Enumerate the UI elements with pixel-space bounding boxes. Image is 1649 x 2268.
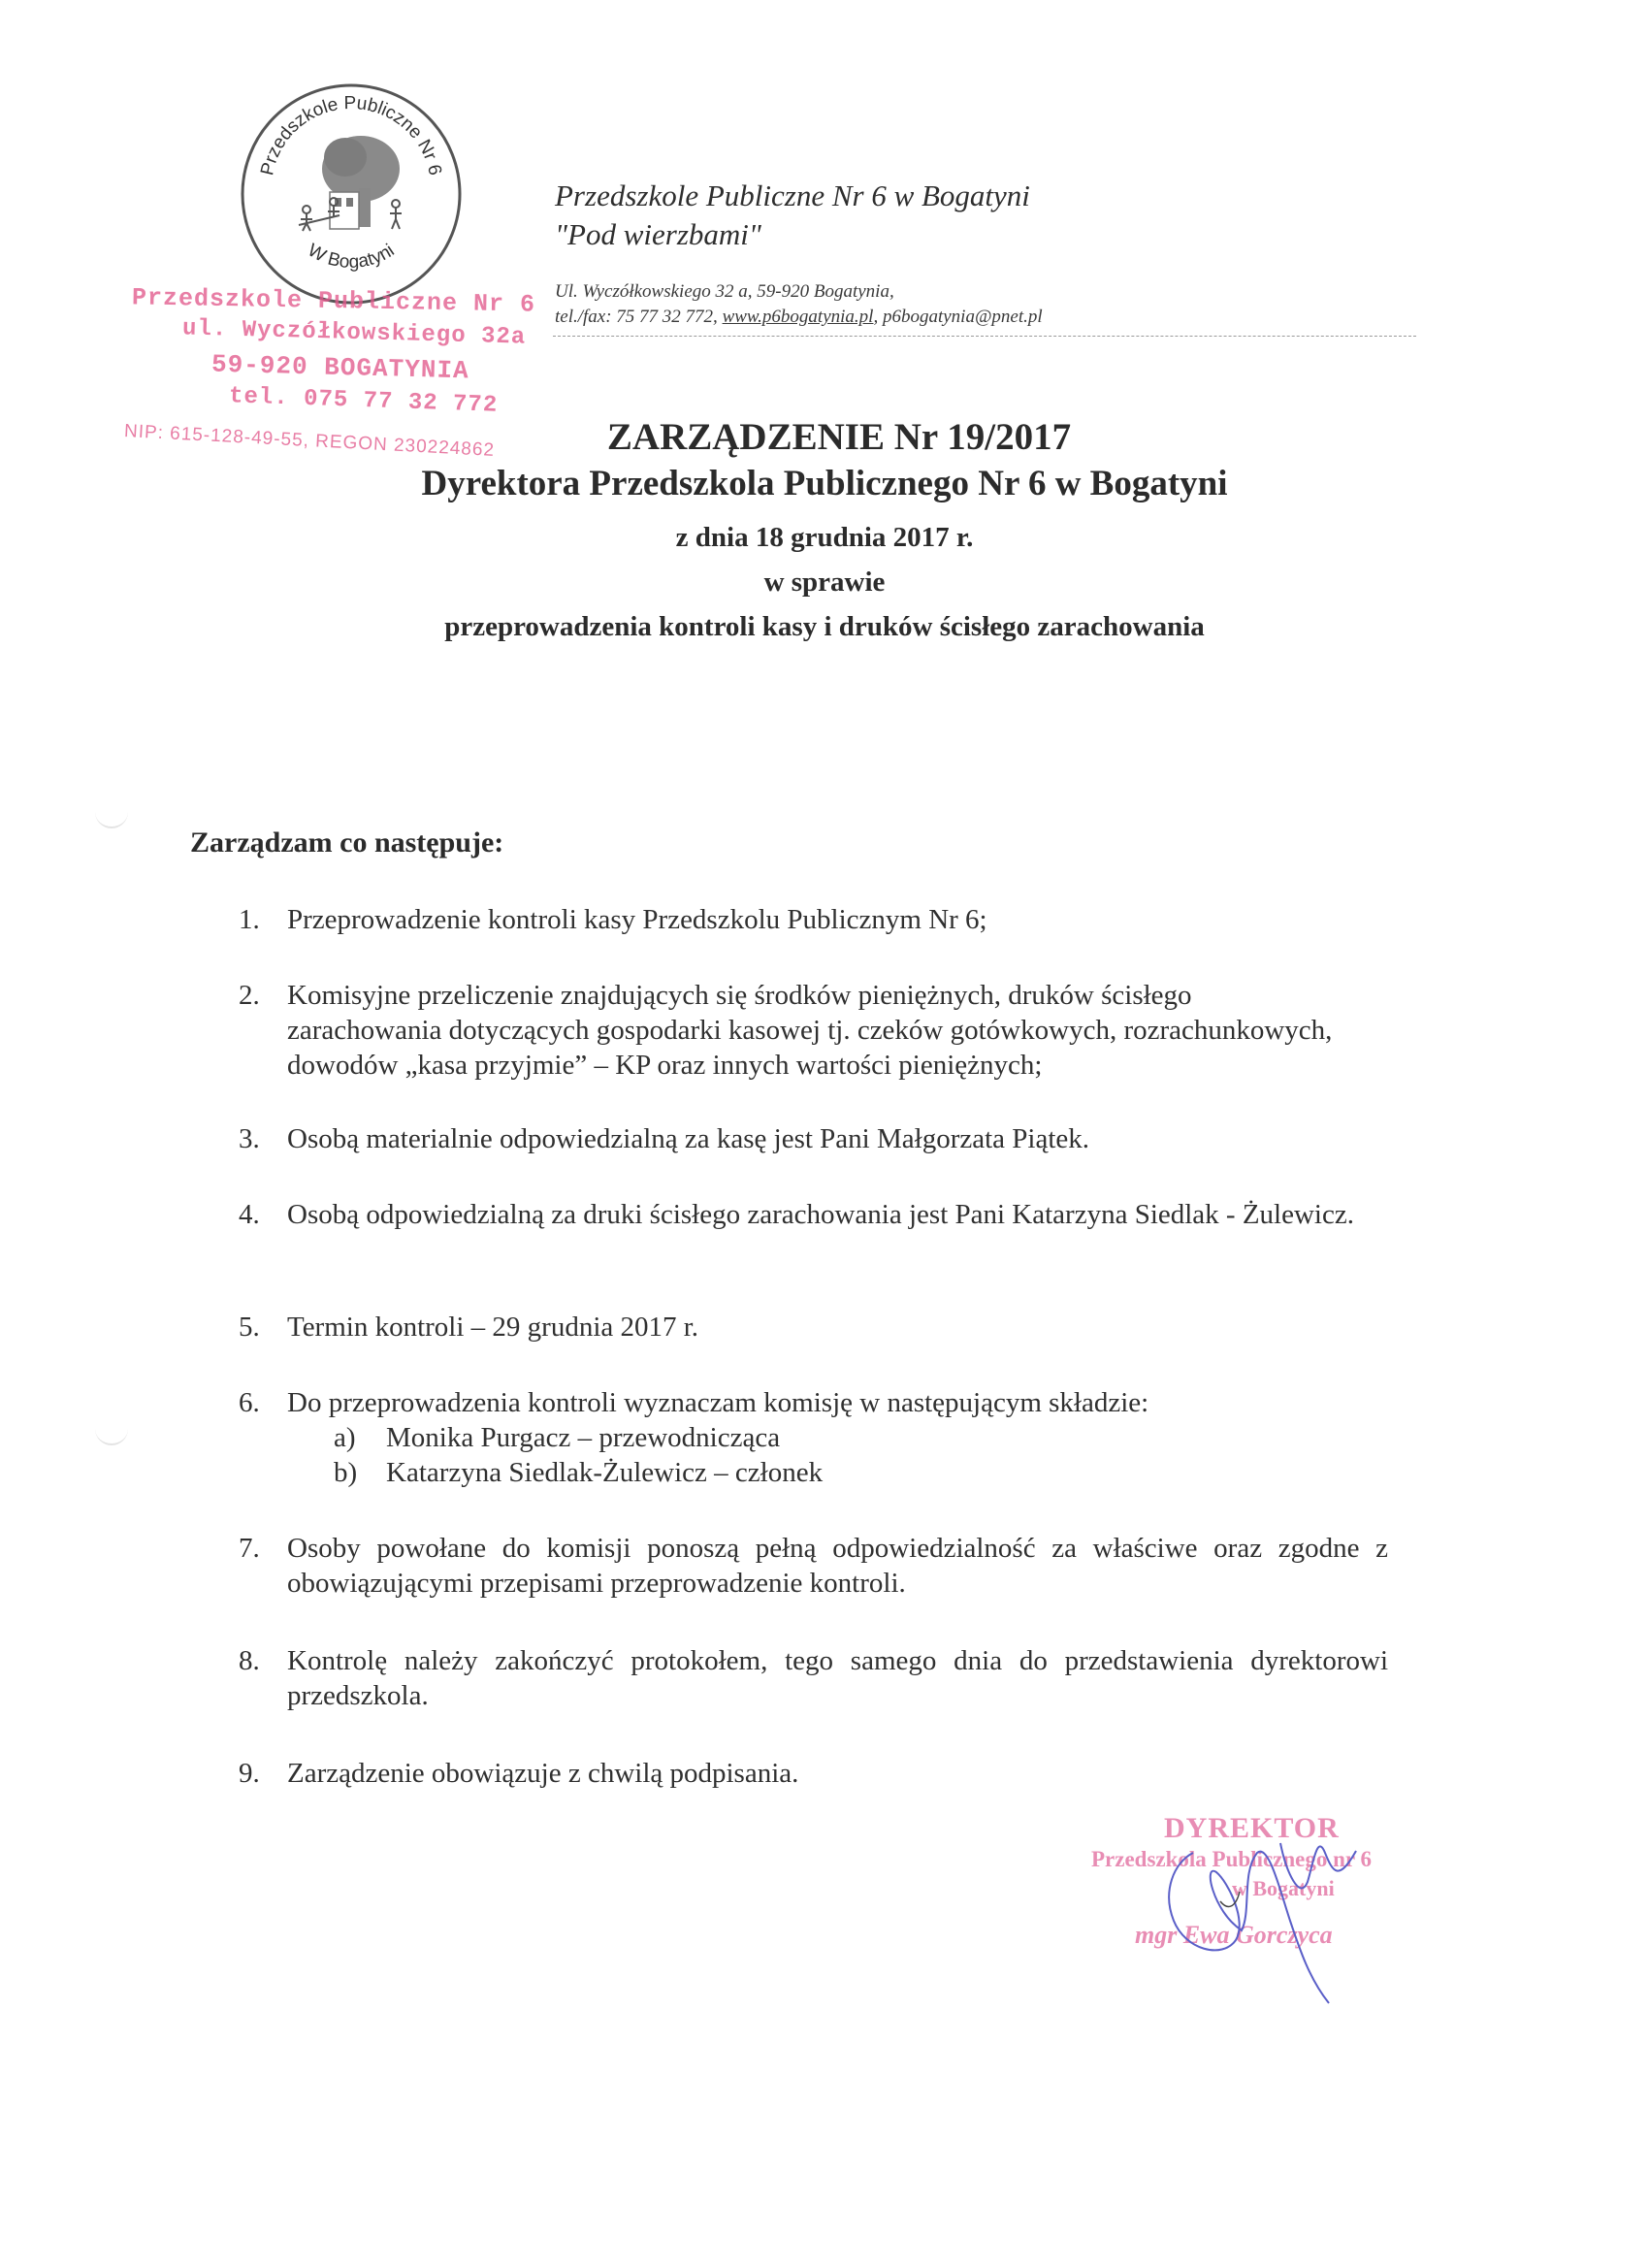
stamp-line: ul. Wyczółkowskiego 32a [181,315,527,351]
school-name-header [555,177,1030,254]
item-text: Przeprowadzenie kontroli kasy Przedszkolu Publicznym Nr 6; [287,904,987,935]
item-text: Do przeprowadzenia kontroli wyznaczam komisję w następującym składzie: [287,1387,1149,1418]
logo-top-text: Przedszkole Publiczne Nr 6 [257,92,445,178]
item-text: Osobą materialnie odpowiedzialną za kasę jest Pani Małgorzata Piątek. [287,1123,1090,1154]
signature-stroke [1220,1892,1240,1906]
phone-fax: tel./fax: 75 77 32 772, [555,307,723,327]
intro-heading: Zarządzam co następuje: [190,826,504,859]
stamp-line: NIP: 615-128-49-55, REGON 230224862 [123,421,496,462]
logo-bottom-text: W Bogatyni [304,240,399,273]
preschool-logo-stamp [237,80,466,308]
item-text: Osobą odpowiedzialną za druki ścisłego zarachowania jest Pani Katarzyna Siedlak - Żulewicz. [287,1199,1354,1230]
school-phone-line [555,305,1043,330]
item-number: 1. [239,904,260,935]
item-number: 5. [239,1312,260,1343]
email-address[interactable]: p6bogatynia@pnet.pl [882,307,1043,327]
ordinance-number: ZARZĄDZENIE Nr 19/2017 [606,416,1072,458]
separator: , [873,307,883,327]
sub-item-label: b) [334,1457,358,1488]
scan-mark [95,1424,128,1445]
item-text: Zarządzenie obowiązuje z chwilą podpisania. [287,1758,799,1789]
signature-stroke [1169,1852,1329,2003]
item-number: 9. [239,1758,260,1789]
item-number: 2. [239,980,260,1011]
issue-date: z dnia 18 grudnia 2017 r. [675,522,974,553]
item-text: Komisyjne przeliczenie znajdujących się środków pieniężnych, druków ścisłego zarachowania dotyczących gospodarki kasowej tj. czeków gotówkowych, rozrachunkowych, dowodów „kasa przyjmie” – KP oraz innych wartości pieniężnych; [287,980,1333,1081]
subject-label: w sprawie [763,567,886,598]
signature [1135,1814,1387,2008]
item-number: 6. [239,1387,260,1418]
item-number: 4. [239,1199,260,1230]
scan-mark [95,807,128,828]
school-nickname: "Pod wierzbami" [555,217,761,251]
signature-stroke [1280,1843,1356,1888]
school-address: Ul. Wyczółkowskiego 32 a, 59-920 Bogatynia, [555,281,894,302]
issuer: Dyrektora Przedszkola Publicznego Nr 6 w Bogatyni [421,464,1228,503]
director-institution: Przedszkola Publicznego nr 6 [1091,1847,1372,1871]
school-name: Przedszkole Publiczne Nr 6 w Bogatyni [555,178,1030,212]
director-title: DYREKTOR [1164,1812,1340,1844]
sub-item-text: Katarzyna Siedlak-Żulewicz – członek [386,1457,824,1488]
sub-item-text: Monika Purgacz – przewodnicząca [386,1422,781,1453]
item-number: 8. [239,1645,260,1676]
director-town: w Bogatyni [1232,1876,1335,1900]
item-text: Kontrolę należy zakończyć protokołem, tego samego dnia do przedstawienia dyrektorowi przedszkola. [287,1645,1388,1711]
subject: przeprowadzenia kontroli kasy i druków ścisłego zarachowania [444,611,1205,642]
header-divider [553,336,1416,337]
item-number: 3. [239,1123,260,1154]
item-text: Termin kontroli – 29 grudnia 2017 r. [287,1312,699,1343]
director-name: mgr Ewa Gorczyca [1135,1921,1333,1949]
item-number: 7. [239,1533,260,1564]
stamp-line: tel. 075 77 32 772 [228,383,499,419]
school-contact [555,279,1043,330]
stamp-line: Przedszkole Publiczne Nr 6 [131,283,536,319]
item-text: Osoby powołane do komisji ponoszą pełną odpowiedzialność za właściwe oraz zgodne z obowiązującymi przepisami przeprowadzenie kontroli. [287,1533,1388,1599]
website-link[interactable]: www.p6bogatynia.pl [722,307,874,327]
sub-item-label: a) [334,1422,356,1453]
stamp-line: 59-920 BOGATYNIA [210,349,469,386]
